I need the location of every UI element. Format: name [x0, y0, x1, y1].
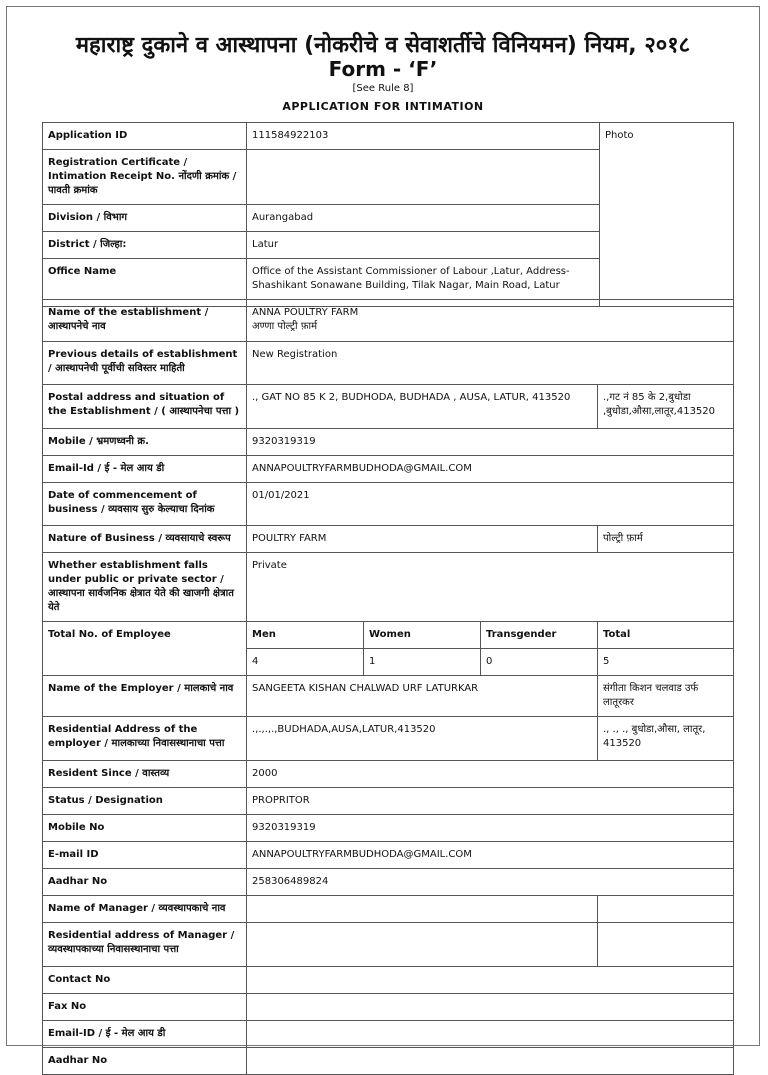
application-id-label: Application ID [43, 123, 247, 150]
email-label: Email-Id / ई - मेल आय डी [43, 456, 247, 483]
employer-address-en: .,.,.,.,BUDHADA,AUSA,LATUR,413520 [247, 717, 598, 761]
application-id-value: 111584922103 [247, 123, 600, 150]
previous-details-value: New Registration [247, 342, 734, 385]
previous-details-label: Previous details of establishment / आस्थापनेची पूर्वीची सविस्तर माहिती [43, 342, 247, 385]
status-label: Status / Designation [43, 788, 247, 815]
resident-since-value: 2000 [247, 761, 734, 788]
registration-label: Registration Certificate / Intimation Receipt No. नोंदणी क्रमांक / पावती क्रमांक [43, 150, 247, 205]
mobile-label: Mobile / भ्रमणध्वनी क्र. [43, 429, 247, 456]
employee-header-women: Women [364, 622, 481, 649]
manager-fax-value [247, 994, 734, 1021]
office-name-value: Office of the Assistant Commissioner of Labour ,Latur, Address- Shashikant Sonawane Building, Tilak Nagar, Main Road, Latur [247, 259, 600, 307]
nature-of-business-mr: पोल्ट्री फ़ार्म [598, 526, 734, 553]
employee-header-transgender: Transgender [481, 622, 598, 649]
commencement-date-value: 01/01/2021 [247, 483, 734, 526]
employer-address-mr: ., ., ., बुधोडा,औसा, लातूर, 413520 [598, 717, 734, 761]
postal-address-en: ., GAT NO 85 K 2, BUDHODA, BUDHADA , AUSA, LATUR, 413520 [247, 385, 598, 429]
mobile-value: 9320319319 [247, 429, 734, 456]
form-page [6, 6, 760, 1066]
manager-address-mr [598, 923, 734, 967]
employee-header-men: Men [247, 622, 364, 649]
division-value: Aurangabad [247, 205, 600, 232]
commencement-date-label: Date of commencement of business / व्यवसाय सुरु केल्याचा दिनांक [43, 483, 247, 526]
employee-count-men: 4 [247, 649, 364, 676]
application-title: APPLICATION FOR INTIMATION [282, 100, 484, 113]
manager-contact-label: Contact No [43, 967, 247, 994]
office-details-table [42, 122, 734, 307]
manager-aadhar-value [247, 1048, 734, 1075]
establishment-name-value [247, 300, 734, 342]
resident-since-label: Resident Since / वास्तव्य [43, 761, 247, 788]
nature-of-business-label: Nature of Business / व्यवसायाचे स्वरूप [43, 526, 247, 553]
status-value: PROPRITOR [247, 788, 734, 815]
photo-box [600, 123, 734, 307]
employer-aadhar-label: Aadhar No [43, 869, 247, 896]
manager-address-label: Residential address of Manager / व्यवस्थापकाच्या निवासस्थानाचा पत्ता [43, 923, 247, 967]
establishment-name-mr: अण्णा पोल्ट्री फ़ार्म [252, 321, 318, 332]
employee-header-total: Total [598, 622, 734, 649]
nature-of-business-en: POULTRY FARM [247, 526, 598, 553]
establishment-details-table [42, 299, 734, 1075]
establishment-name-en: ANNA POULTRY FARM [252, 307, 359, 318]
registration-value [247, 150, 600, 205]
district-label: District / जिल्हा: [43, 232, 247, 259]
employer-email-label: E-mail ID [43, 842, 247, 869]
district-value: Latur [247, 232, 600, 259]
establishment-name-label: Name of the establishment / आस्थापनेचे नाव [43, 300, 247, 342]
postal-address-label: Postal address and situation of the Establishment / ( आस्थापनेचा पत्ता ) [43, 385, 247, 429]
form-title: Form - ‘F’ [328, 57, 438, 81]
manager-email-label: Email-ID / ई - मेल आय डी [43, 1021, 247, 1048]
manager-name-label: Name of Manager / व्यवस्थापकाचे नाव [43, 896, 247, 923]
manager-email-value [247, 1021, 734, 1048]
photo-label: Photo [605, 130, 634, 141]
email-value: ANNAPOULTRYFARMBUDHODA@GMAIL.COM [247, 456, 734, 483]
sector-value: Private [247, 553, 734, 622]
employee-count-transgender: 0 [481, 649, 598, 676]
manager-fax-label: Fax No [43, 994, 247, 1021]
rule-reference: [See Rule 8] [352, 83, 414, 94]
employer-mobile-value: 9320319319 [247, 815, 734, 842]
employer-address-label: Residential Address of the employer / मालकाच्या निवासस्थानाचा पत्ता [43, 717, 247, 761]
employee-count-women: 1 [364, 649, 481, 676]
marathi-title: महाराष्ट्र दुकाने व आस्थापना (नोकरीचे व सेवाशर्तीचे विनियमन) नियम, २०१८ [75, 33, 691, 58]
employer-name-label: Name of the Employer / मालकाचे नाव [43, 676, 247, 717]
employee-count-total: 5 [598, 649, 734, 676]
employer-aadhar-value: 258306489824 [247, 869, 734, 896]
employer-name-mr: संगीता किशन चलवाड उर्फ लातूरकर [598, 676, 734, 717]
employee-count-label: Total No. of Employee [43, 622, 247, 676]
sector-label: Whether establishment falls under public or private sector / आस्थापना सार्वजनिक क्षेत्रात येते की खाजगी क्षेत्रात येते [43, 553, 247, 622]
employer-name-en: SANGEETA KISHAN CHALWAD URF LATURKAR [247, 676, 598, 717]
manager-name-en [247, 896, 598, 923]
employer-email-value: ANNAPOULTRYFARMBUDHODA@GMAIL.COM [247, 842, 734, 869]
form-header [7, 33, 759, 114]
manager-name-mr [598, 896, 734, 923]
manager-address-en [247, 923, 598, 967]
postal-address-mr: .,गट नं 85 के 2,बुधोडा ,बुधोडा,औसा,लातूर,413520 [598, 385, 734, 429]
manager-contact-value [247, 967, 734, 994]
office-name-label: Office Name [43, 259, 247, 307]
employer-mobile-label: Mobile No [43, 815, 247, 842]
division-label: Division / विभाग [43, 205, 247, 232]
manager-aadhar-label: Aadhar No [43, 1048, 247, 1075]
